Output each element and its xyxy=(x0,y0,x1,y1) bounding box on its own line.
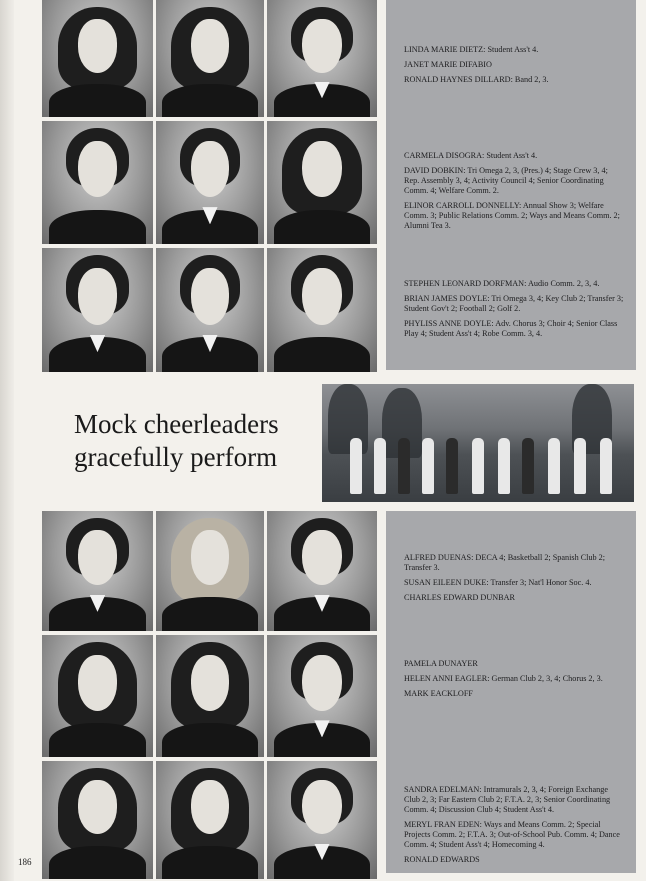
student-group xyxy=(404,659,624,704)
student-entry: CARMELA DISOGRA: Student Ass't 4. xyxy=(404,151,538,160)
student-entry: CHARLES EDWARD DUNBAR xyxy=(404,593,515,602)
student-entry: MARK EACKLOFF xyxy=(404,689,473,698)
portrait xyxy=(267,511,377,631)
student-info-panel-bottom xyxy=(386,511,636,873)
student-entry: MERYL FRAN EDEN: Ways and Means Comm. 2; Special Projects Comm. 2; F.T.A. 3; Out-of-School Pub. Comm. 4; Dance Comm. 4; Student Ass't 4; Homecoming 4. xyxy=(404,820,620,849)
student-group xyxy=(404,45,624,90)
student-entry: RONALD HAYNES DILLARD: Band 2, 3. xyxy=(404,75,549,84)
portrait xyxy=(42,635,153,757)
portrait xyxy=(42,121,153,244)
student-entry: DAVID DOBKIN: Tri Omega 2, 3, (Pres.) 4; Stage Crew 3, 4; Rep. Assembly 3, 4; Activity Council 4; Senior Coordinating Comm. 4; Welfare Comm. 2. xyxy=(404,166,608,195)
portrait xyxy=(42,0,153,117)
portrait xyxy=(156,248,264,372)
portrait xyxy=(156,635,264,757)
student-entry: STEPHEN LEONARD DORFMAN: Audio Comm. 2, 3, 4. xyxy=(404,279,600,288)
portrait xyxy=(42,761,153,879)
student-group xyxy=(404,785,624,870)
portrait xyxy=(267,121,377,244)
cheerleaders-photo xyxy=(322,384,634,502)
photo-caption xyxy=(74,408,314,474)
student-entry: HELEN ANNI EAGLER: German Club 2, 3, 4; Chorus 2, 3. xyxy=(404,674,603,683)
student-entry: SANDRA EDELMAN: Intramurals 2, 3, 4; Foreign Exchange Club 2, 3; Far Eastern Club 2; F.T.A. 2, 3; Senior Coordinating Comm. 4; Discussion Club 4; Student Ass't 4. xyxy=(404,785,611,814)
portrait xyxy=(42,511,153,631)
student-entry: RONALD EDWARDS xyxy=(404,855,480,864)
portrait xyxy=(156,761,264,879)
student-entry: BRIAN JAMES DOYLE: Tri Omega 3, 4; Key Club 2; Transfer 3; Student Gov't 2; Football 2; Golf 2. xyxy=(404,294,624,313)
portrait xyxy=(267,0,377,117)
student-entry: PHYLISS ANNE DOYLE: Adv. Chorus 3; Choir 4; Senior Class Play 4; Student Ass't 4; Robe Comm. 3, 4. xyxy=(404,319,618,338)
student-entry: JANET MARIE DIFABIO xyxy=(404,60,492,69)
portrait xyxy=(267,635,377,757)
page-number: 186 xyxy=(18,857,32,867)
portrait-grid-bottom xyxy=(42,511,377,879)
portrait xyxy=(267,761,377,879)
portrait xyxy=(156,121,264,244)
portrait xyxy=(267,248,377,372)
student-info-panel-top xyxy=(386,0,636,370)
student-group xyxy=(404,553,624,608)
caption-line: gracefully perform xyxy=(74,442,278,472)
portrait-grid-top xyxy=(42,0,377,372)
page-binding xyxy=(0,0,14,881)
caption-line: Mock cheerleaders xyxy=(74,409,279,439)
student-entry: SUSAN EILEEN DUKE: Transfer 3; Nat'l Honor Soc. 4. xyxy=(404,578,592,587)
portrait xyxy=(156,511,264,631)
student-entry: PAMELA DUNAYER xyxy=(404,659,478,668)
student-entry: ALFRED DUENAS: DECA 4; Basketball 2; Spanish Club 2; Transfer 3. xyxy=(404,553,606,572)
portrait xyxy=(42,248,153,372)
student-group xyxy=(404,279,624,344)
portrait xyxy=(156,0,264,117)
student-group xyxy=(404,151,624,236)
student-entry: LINDA MARIE DIETZ: Student Ass't 4. xyxy=(404,45,539,54)
student-entry: ELINOR CARROLL DONNELLY: Annual Show 3; Welfare Comm. 3; Public Relations Comm. 2; Ways and Means Comm. 2; Alumni Tea 3. xyxy=(404,201,620,230)
